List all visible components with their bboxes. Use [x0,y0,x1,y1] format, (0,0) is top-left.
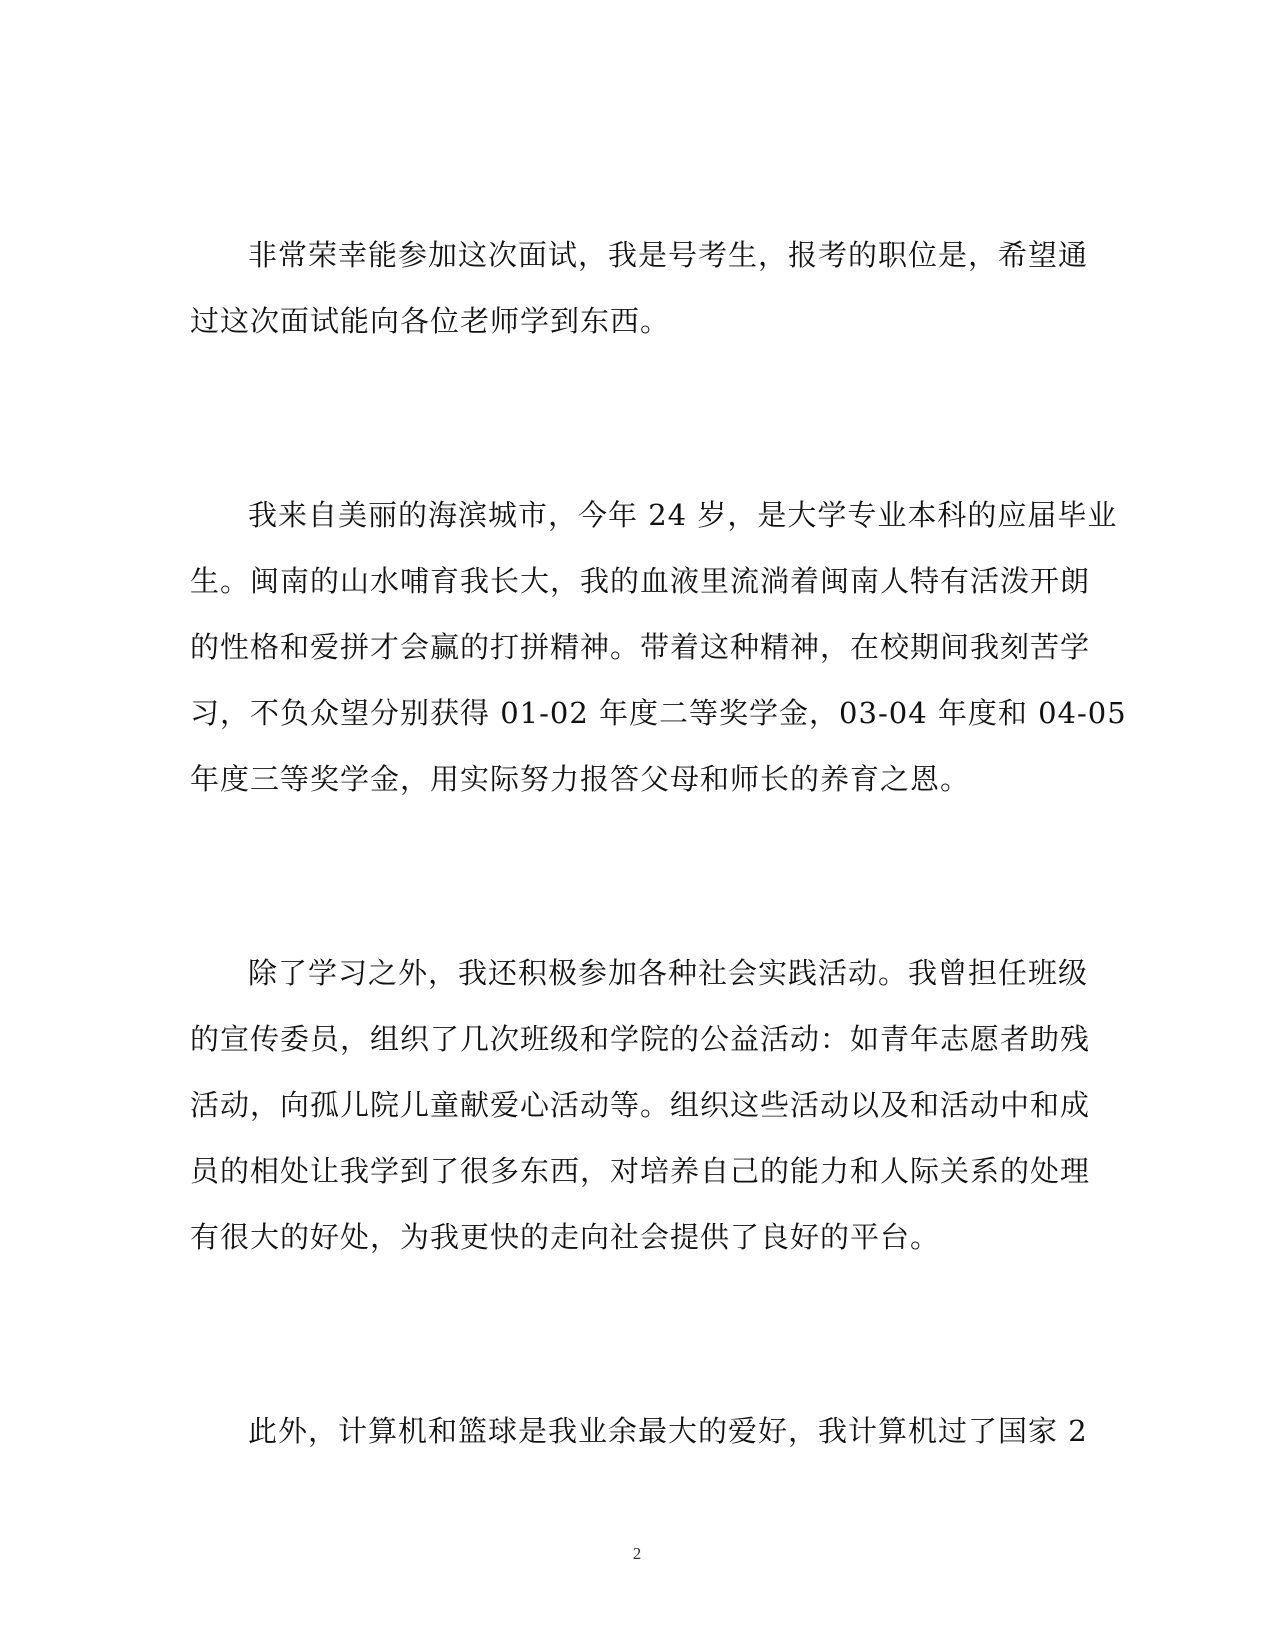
page-number: 2 [632,1544,642,1563]
text-line: 我来自美丽的海滨城市，今年 24 岁，是大学专业本科的应届毕业 [248,498,1118,532]
text-line: 的性格和爱拼才会赢的打拼精神。带着这种精神，在校期间我刻苦学 [190,630,1091,664]
text-line: 的宣传委员，组织了几次班级和学院的公益活动：如青年志愿者助残 [190,1022,1091,1056]
text-line: 生。闽南的山水哺育我长大，我的血液里流淌着闽南人特有活泼开朗 [190,564,1091,598]
paragraph-background [190,482,1127,812]
text-line: 此外，计算机和篮球是我业余最大的爱好，我计算机过了国家 2 [248,1414,1088,1448]
paragraph-activities [190,940,1091,1270]
text-line: 过这次面试能向各位老师学到东西。 [190,304,671,338]
text-line: 年度三等奖学金，用实际努力报答父母和师长的养育之恩。 [190,762,971,796]
text-line: 有很大的好处，为我更快的走向社会提供了良好的平台。 [190,1220,941,1254]
text-line: 员的相处让我学到了很多东西，对培养自己的能力和人际关系的处理 [190,1154,1091,1188]
text-line: 活动，向孤儿院儿童献爱心活动等。组织这些活动以及和活动中和成 [190,1088,1091,1122]
paragraph-hobbies [190,1398,1088,1464]
text-line: 除了学习之外，我还积极参加各种社会实践活动。我曾担任班级 [248,956,1089,990]
text-line: 非常荣幸能参加这次面试，我是号考生，报考的职位是，希望通 [248,238,1089,272]
text-line: 习，不负众望分别获得 01-02 年度二等奖学金，03-04 年度和 04-05 [190,696,1127,730]
paragraph-intro [190,222,1089,354]
